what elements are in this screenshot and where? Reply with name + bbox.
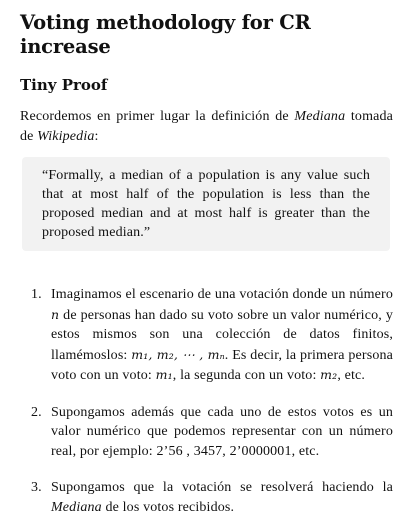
intro-text-middle: tomada de (20, 109, 394, 144)
section-title: Tiny Proof (20, 76, 108, 94)
list-item-number: 3. (31, 480, 42, 495)
step-text: Supongamos además que cada uno de estos votos es un valor numérico que podemos representar con un número real, por ejemplo: 2’56 , 3457, 2’0000001, etc. (51, 404, 393, 459)
list-item (20, 478, 393, 517)
intro-text-after: : (94, 129, 99, 144)
list-item (20, 403, 393, 462)
step-text: de personas han dado su voto sobre un valor numérico, y estos mismos son una colección de datos finitos, llamémoslos: (51, 307, 393, 363)
steps-list (20, 285, 393, 517)
step-text: , la segunda con un voto: (172, 368, 321, 383)
step-text: . Es decir, la primera persona voto con un voto: (51, 347, 393, 383)
math-n: n (51, 306, 60, 322)
step-text: Imaginamos el escenario de una votación donde un número (51, 287, 393, 302)
intro-text-before: Recordemos en primer lugar la definición de (20, 109, 295, 124)
intro-emph-source: Wikipedia (37, 129, 95, 144)
intro-paragraph (20, 107, 393, 147)
list-item (20, 285, 393, 386)
list-item-number: 1. (31, 287, 42, 302)
math-list: m₁, m₂, ⋯ , mₙ (131, 346, 225, 362)
intro-emph-term: Mediana (294, 109, 346, 124)
step-text: de los votos recibidos. (101, 499, 235, 515)
list-item-number: 2. (31, 404, 42, 420)
blockquote: “Formally, a median of a population is any value such that at most half of the population is less than the proposed median and at most half is greater than the proposed median.” (22, 157, 390, 251)
math-m1: m₁ (155, 367, 173, 382)
step-text: , etc. (337, 368, 366, 383)
step-emph: Mediana (51, 499, 102, 515)
math-m2: m₂ (320, 367, 338, 382)
page-title: Voting methodology for CR increase (20, 11, 311, 58)
step-text: Supongamos que la votación se resolverá haciendo la (51, 480, 393, 495)
